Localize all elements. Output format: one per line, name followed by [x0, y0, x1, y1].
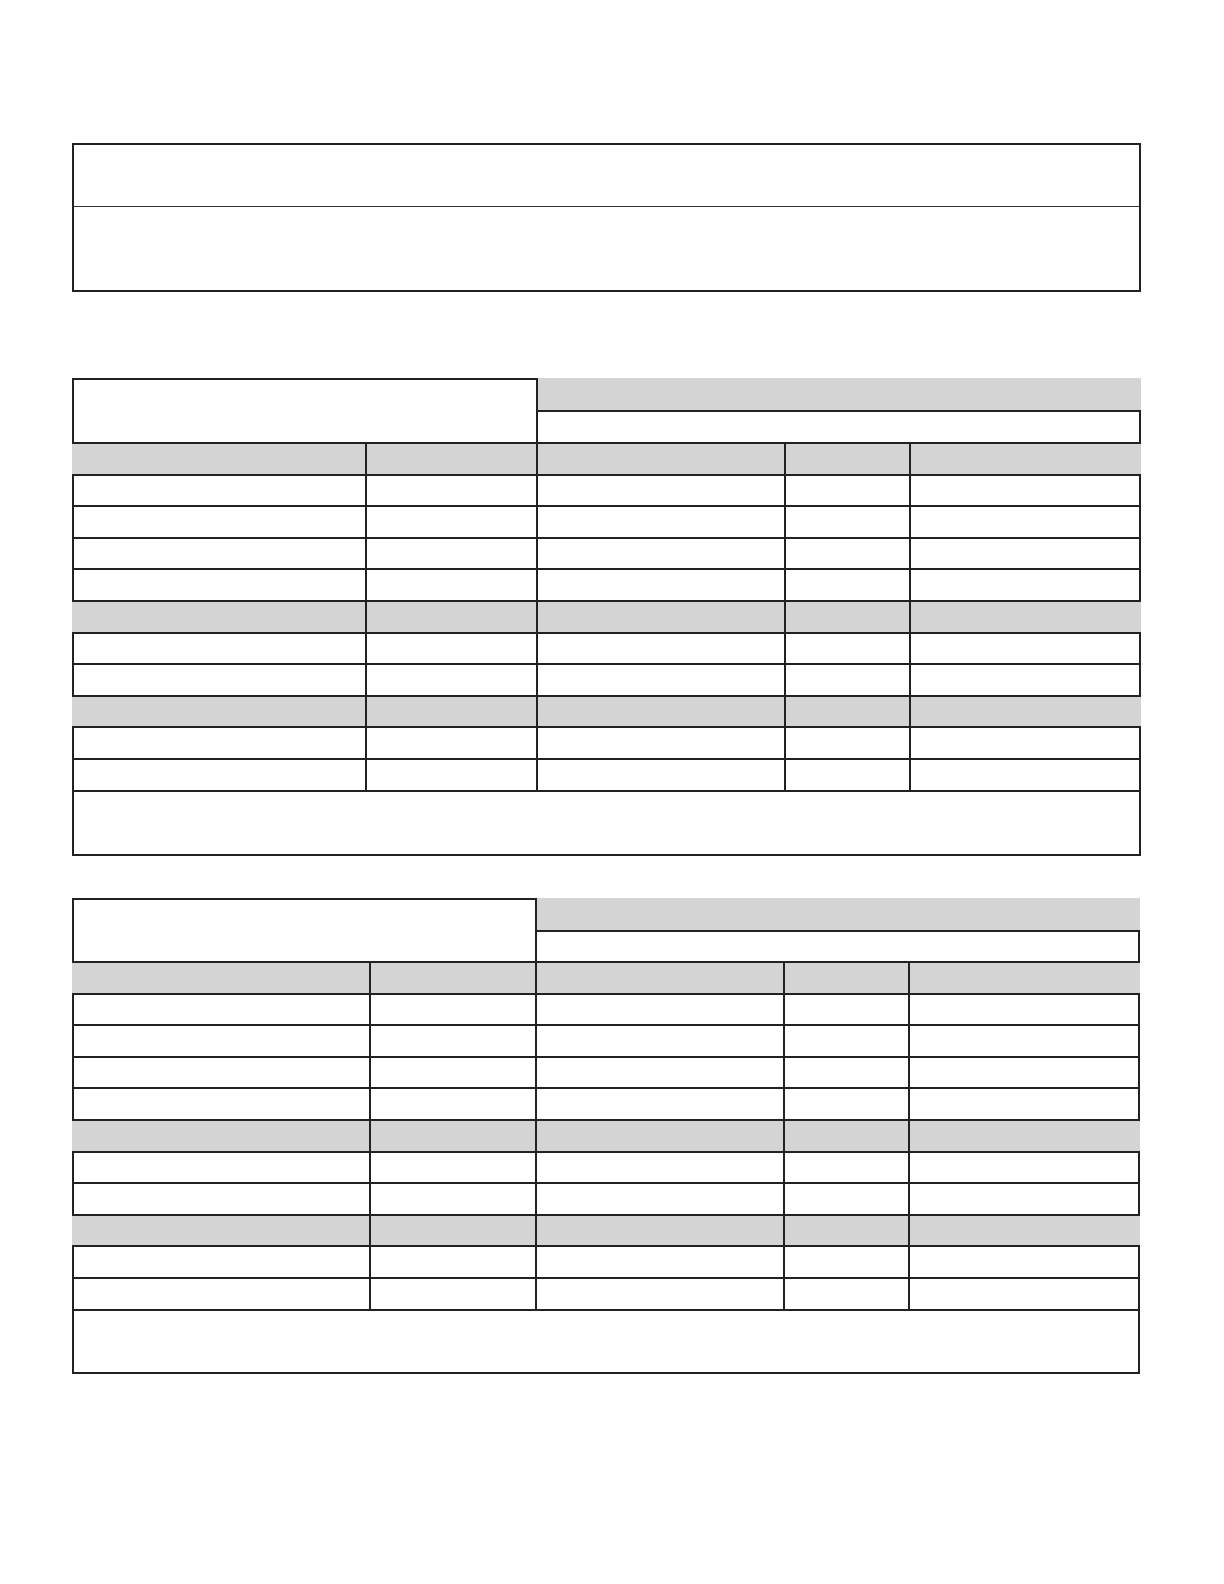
- table-cell[interactable]: [365, 726, 536, 758]
- table-header-cell: [72, 1214, 369, 1246]
- table-cell[interactable]: [72, 1024, 369, 1056]
- table-cell[interactable]: [72, 663, 365, 695]
- table-cell[interactable]: [369, 1087, 535, 1119]
- table-cell[interactable]: [784, 632, 909, 664]
- top-right-divider: [535, 930, 1140, 932]
- top-right-label-cell: [536, 378, 1141, 410]
- row-line: [72, 1056, 1140, 1058]
- column-line: [535, 961, 537, 1309]
- table-cell[interactable]: [909, 663, 1141, 695]
- table-header-cell: [908, 961, 1140, 993]
- row-line: [72, 600, 1141, 602]
- table-cell[interactable]: [72, 568, 365, 600]
- row-line: [72, 1214, 1140, 1216]
- table-cell[interactable]: [535, 1151, 783, 1183]
- table-cell[interactable]: [72, 474, 365, 506]
- row-line: [72, 1087, 1140, 1089]
- table-cell[interactable]: [784, 537, 909, 569]
- table-cell[interactable]: [908, 1182, 1140, 1214]
- table-cell[interactable]: [369, 993, 535, 1025]
- table-header-cell: [783, 961, 908, 993]
- top-right-value-field[interactable]: [535, 930, 1140, 961]
- table-header-cell: [536, 695, 784, 727]
- table-cell[interactable]: [784, 726, 909, 758]
- table-header-cell: [536, 600, 784, 632]
- row-line: [72, 993, 1140, 995]
- table-cell[interactable]: [784, 474, 909, 506]
- top-right-value-field[interactable]: [536, 410, 1141, 442]
- table-cell[interactable]: [909, 758, 1141, 790]
- row-line: [72, 537, 1141, 539]
- table-cell[interactable]: [365, 663, 536, 695]
- table-cell[interactable]: [783, 993, 908, 1025]
- table-cell[interactable]: [72, 632, 365, 664]
- table-header-cell: [908, 1214, 1140, 1246]
- table-cell[interactable]: [72, 1151, 369, 1183]
- table-cell[interactable]: [365, 537, 536, 569]
- table-cell[interactable]: [72, 726, 365, 758]
- table-cell[interactable]: [536, 537, 784, 569]
- table-cell[interactable]: [783, 1277, 908, 1309]
- table-cell[interactable]: [908, 1245, 1140, 1277]
- table-header-cell: [72, 695, 365, 727]
- header-box: [72, 143, 1141, 292]
- table-header-cell: [72, 442, 365, 474]
- table-header-cell: [369, 1119, 535, 1151]
- table-cell[interactable]: [365, 632, 536, 664]
- table-cell[interactable]: [909, 537, 1141, 569]
- header-divider: [74, 206, 1139, 207]
- table-cell[interactable]: [909, 726, 1141, 758]
- table-cell[interactable]: [783, 1056, 908, 1088]
- table-cell[interactable]: [72, 1182, 369, 1214]
- table-header-cell: [72, 600, 365, 632]
- row-line: [72, 568, 1141, 570]
- table-header-cell: [72, 1119, 369, 1151]
- table-header-cell: [783, 1119, 908, 1151]
- row-line: [72, 758, 1141, 760]
- table-header-cell: [535, 1119, 783, 1151]
- table-header-cell: [369, 1214, 535, 1246]
- table-header-cell: [909, 600, 1141, 632]
- column-line: [908, 961, 910, 1309]
- column-line: [536, 442, 538, 790]
- row-line: [72, 1277, 1140, 1279]
- row-line: [72, 961, 1140, 963]
- table-cell[interactable]: [72, 505, 365, 537]
- table-cell[interactable]: [536, 474, 784, 506]
- table-cell[interactable]: [365, 505, 536, 537]
- table-cell[interactable]: [535, 1056, 783, 1088]
- row-line: [72, 1024, 1140, 1026]
- table-cell[interactable]: [535, 1024, 783, 1056]
- table-cell[interactable]: [72, 1277, 369, 1309]
- row-line: [72, 695, 1141, 697]
- table-cell[interactable]: [72, 758, 365, 790]
- table-cell[interactable]: [536, 568, 784, 600]
- row-line: [72, 442, 1141, 444]
- row-line: [72, 1119, 1140, 1121]
- table-cell[interactable]: [72, 1245, 369, 1277]
- table-header-cell: [536, 442, 784, 474]
- table-header-cell: [784, 695, 909, 727]
- table-cell[interactable]: [908, 1277, 1140, 1309]
- table-cell[interactable]: [72, 993, 369, 1025]
- table-cell[interactable]: [908, 1087, 1140, 1119]
- table-cell[interactable]: [535, 1245, 783, 1277]
- table-cell[interactable]: [909, 568, 1141, 600]
- table-cell[interactable]: [535, 1087, 783, 1119]
- table-header-cell: [909, 442, 1141, 474]
- table-cell[interactable]: [536, 505, 784, 537]
- table-cell[interactable]: [536, 758, 784, 790]
- top-right-divider: [536, 410, 1141, 412]
- table-header-cell: [535, 961, 783, 993]
- table-cell[interactable]: [908, 1056, 1140, 1088]
- row-line: [72, 632, 1141, 634]
- row-line: [72, 505, 1141, 507]
- table-cell[interactable]: [783, 1182, 908, 1214]
- table-cell[interactable]: [908, 993, 1140, 1025]
- table-cell[interactable]: [535, 1182, 783, 1214]
- table-cell[interactable]: [535, 993, 783, 1025]
- table-cell[interactable]: [535, 1277, 783, 1309]
- notes-field[interactable]: [72, 1309, 1140, 1374]
- row-line: [72, 726, 1141, 728]
- table-cell[interactable]: [365, 568, 536, 600]
- table-header-cell: [535, 1214, 783, 1246]
- table-cell[interactable]: [783, 1151, 908, 1183]
- table-header-cell: [365, 442, 536, 474]
- table-cell[interactable]: [784, 663, 909, 695]
- table-cell[interactable]: [909, 505, 1141, 537]
- table-cell[interactable]: [369, 1024, 535, 1056]
- table-cell[interactable]: [369, 1245, 535, 1277]
- table-cell[interactable]: [783, 1087, 908, 1119]
- column-line: [783, 961, 785, 1309]
- top-right-label-cell: [535, 898, 1140, 930]
- table-header-cell: [908, 1119, 1140, 1151]
- table-header-cell: [365, 695, 536, 727]
- table-header-cell: [365, 600, 536, 632]
- table-header-cell: [369, 961, 535, 993]
- table-cell[interactable]: [783, 1024, 908, 1056]
- table-cell[interactable]: [369, 1182, 535, 1214]
- table-header-cell: [909, 695, 1141, 727]
- table-cell[interactable]: [784, 505, 909, 537]
- table-cell[interactable]: [369, 1151, 535, 1183]
- table-header-cell: [784, 442, 909, 474]
- table-cell[interactable]: [909, 474, 1141, 506]
- table-header-cell: [72, 961, 369, 993]
- table-cell[interactable]: [536, 663, 784, 695]
- table-cell[interactable]: [908, 1024, 1140, 1056]
- row-line: [72, 1245, 1140, 1247]
- table-cell[interactable]: [72, 1087, 369, 1119]
- row-line: [72, 1151, 1140, 1153]
- notes-field[interactable]: [72, 790, 1141, 856]
- table-cell[interactable]: [72, 1056, 369, 1088]
- table-cell[interactable]: [909, 632, 1141, 664]
- table-cell[interactable]: [365, 758, 536, 790]
- row-line: [72, 474, 1141, 476]
- table-cell[interactable]: [369, 1056, 535, 1088]
- table-cell[interactable]: [72, 537, 365, 569]
- column-line: [365, 442, 367, 790]
- table-header-cell: [783, 1214, 908, 1246]
- table-cell[interactable]: [536, 726, 784, 758]
- column-line: [784, 442, 786, 790]
- column-line: [909, 442, 911, 790]
- column-line: [369, 961, 371, 1309]
- table-cell[interactable]: [908, 1151, 1140, 1183]
- table-header-cell: [784, 600, 909, 632]
- row-line: [72, 1182, 1140, 1184]
- table-cell[interactable]: [365, 474, 536, 506]
- table-cell[interactable]: [784, 568, 909, 600]
- table-cell[interactable]: [369, 1277, 535, 1309]
- table-cell[interactable]: [784, 758, 909, 790]
- table-cell[interactable]: [536, 632, 784, 664]
- table-cell[interactable]: [783, 1245, 908, 1277]
- row-line: [72, 663, 1141, 665]
